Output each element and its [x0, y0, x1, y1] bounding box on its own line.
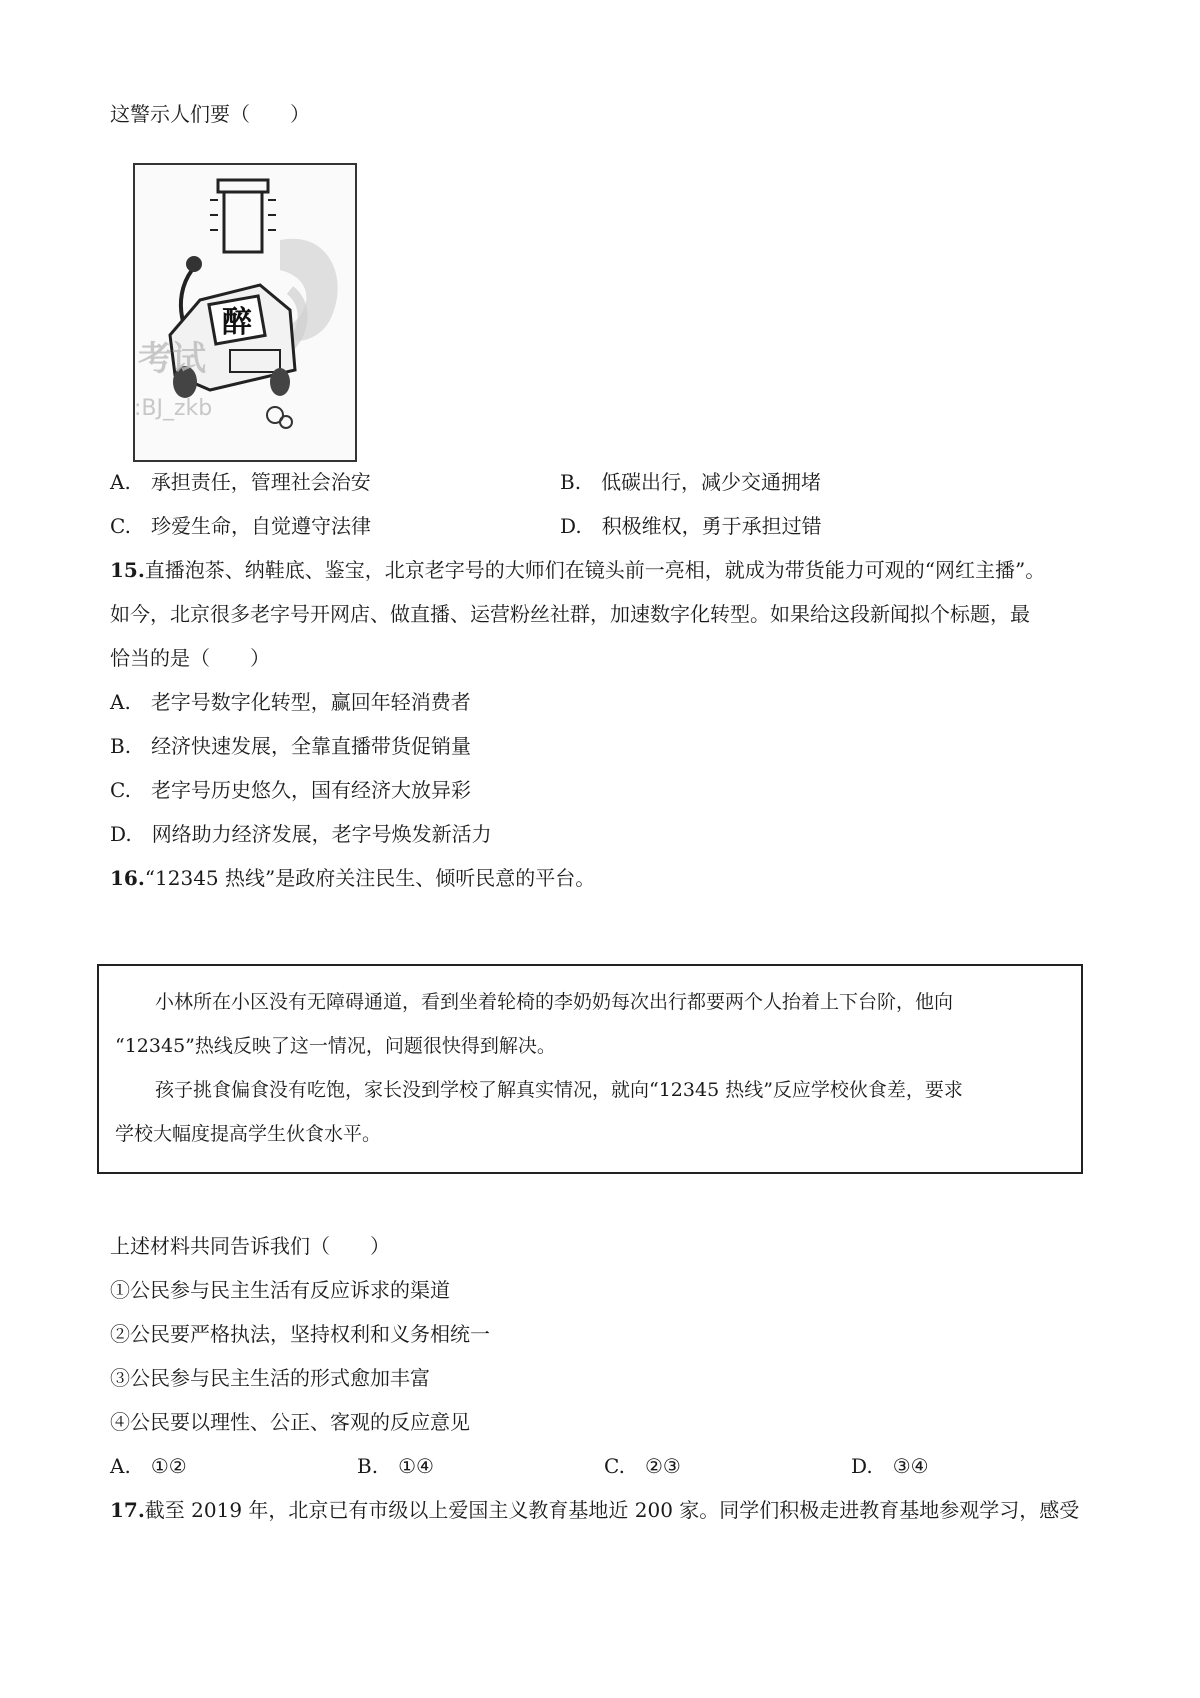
option-letter: C. — [110, 778, 131, 802]
q16-option-a[interactable] — [110, 1452, 357, 1480]
material-line: 孩子挑食偏食没有吃饱，家长没到学校了解真实情况，就向“12345 热线”反应学校伙食差，要求 — [155, 1079, 963, 1101]
q16-statement-2: ②公民要严格执法，坚持权利和义务相统一 — [110, 1322, 490, 1346]
material-line: “12345”热线反映了这一情况，问题很快得到解决。 — [115, 1035, 556, 1057]
q14-option-a[interactable] — [110, 468, 560, 496]
option-letter: B. — [110, 734, 132, 758]
q15-stem-line-3: 恰当的是（ ） — [110, 646, 270, 670]
q14-stem-tail: 这警示人们要（ ） — [110, 102, 310, 126]
option-letter: B. — [357, 1454, 379, 1478]
option-text: 网络助力经济发展，老字号焕发新活力 — [151, 822, 492, 846]
q15-option-b[interactable] — [110, 732, 471, 760]
option-text: 珍爱生命，自觉遵守法律 — [150, 514, 371, 538]
q14-illustration — [130, 160, 360, 465]
stem-text: “12345 热线”是政府关注民生、倾听民意的平台。 — [144, 866, 596, 890]
q15-option-d[interactable] — [110, 820, 492, 848]
option-text: 低碳出行，减少交通拥堵 — [601, 470, 822, 494]
q17-stem — [110, 1496, 1079, 1524]
q16-option-b[interactable] — [357, 1452, 604, 1480]
q15-option-c[interactable] — [110, 776, 471, 804]
watermark-id: :BJ_zkb — [134, 396, 213, 421]
option-letter: D. — [110, 822, 132, 846]
option-text: ①④ — [398, 1454, 434, 1478]
option-letter: A. — [110, 1454, 131, 1478]
option-text: 承担责任，管理社会治安 — [150, 470, 371, 494]
q16-material-box — [97, 964, 1083, 1174]
question-number: 16. — [110, 866, 145, 890]
q14-options-row-1 — [110, 468, 1110, 496]
drunk-driving-cartoon-icon — [130, 160, 360, 465]
q14-option-d[interactable] — [560, 512, 822, 540]
option-text: ③④ — [892, 1454, 929, 1478]
option-letter: A. — [110, 690, 131, 714]
material-line: 小林所在小区没有无障碍通道，看到坐着轮椅的李奶奶每次出行都要两个人抬着上下台阶，他向 — [155, 991, 954, 1013]
q14-option-b[interactable] — [560, 468, 821, 496]
q15-option-a[interactable] — [110, 688, 471, 716]
question-number: 17. — [110, 1498, 145, 1522]
q14-option-c[interactable] — [110, 512, 560, 540]
car-roof-label: 醉 — [222, 305, 252, 340]
option-text: 老字号数字化转型，赢回年轻消费者 — [150, 690, 471, 714]
q16-option-d[interactable] — [851, 1452, 929, 1480]
stem-text: 截至 2019 年，北京已有市级以上爱国主义教育基地近 200 家。同学们积极走进教育基地参观学习，感受 — [144, 1498, 1080, 1522]
q16-question: 上述材料共同告诉我们（ ） — [110, 1234, 390, 1258]
q16-options-row — [110, 1452, 1110, 1480]
q16-statement-1: ①公民参与民主生活有反应诉求的渠道 — [110, 1278, 450, 1302]
stem-text: 直播泡茶、纳鞋底、鉴宝，北京老字号的大师们在镜头前一亮相，就成为带货能力可观的“网红主播”。 — [144, 558, 1046, 582]
option-text: 积极维权，勇于承担过错 — [601, 514, 822, 538]
option-text: 老字号历史悠久，国有经济大放异彩 — [150, 778, 471, 802]
option-letter: C. — [604, 1454, 625, 1478]
option-text: 经济快速发展，全靠直播带货促销量 — [151, 734, 472, 758]
option-text: ②③ — [644, 1454, 681, 1478]
option-letter: C. — [110, 514, 131, 538]
option-letter: B. — [560, 470, 582, 494]
option-letter: A. — [110, 470, 131, 494]
material-line: 学校大幅度提高学生伙食水平。 — [115, 1123, 382, 1145]
q16-option-c[interactable] — [604, 1452, 851, 1480]
q15-stem-line-1 — [110, 556, 1045, 584]
question-number: 15. — [110, 558, 145, 582]
watermark-text: 考试 — [138, 339, 206, 379]
q15-stem-line-2: 如今，北京很多老字号开网店、做直播、运营粉丝社群，加速数字化转型。如果给这段新闻拟个标题，最 — [110, 602, 1030, 626]
q16-stem — [110, 864, 595, 892]
q14-options-row-2 — [110, 512, 1110, 540]
q16-statement-4: ④公民要以理性、公正、客观的反应意见 — [110, 1410, 470, 1434]
option-text: ①② — [150, 1454, 187, 1478]
option-letter: D. — [851, 1454, 873, 1478]
option-letter: D. — [560, 514, 582, 538]
q16-statement-3: ③公民参与民主生活的形式愈加丰富 — [110, 1366, 430, 1390]
